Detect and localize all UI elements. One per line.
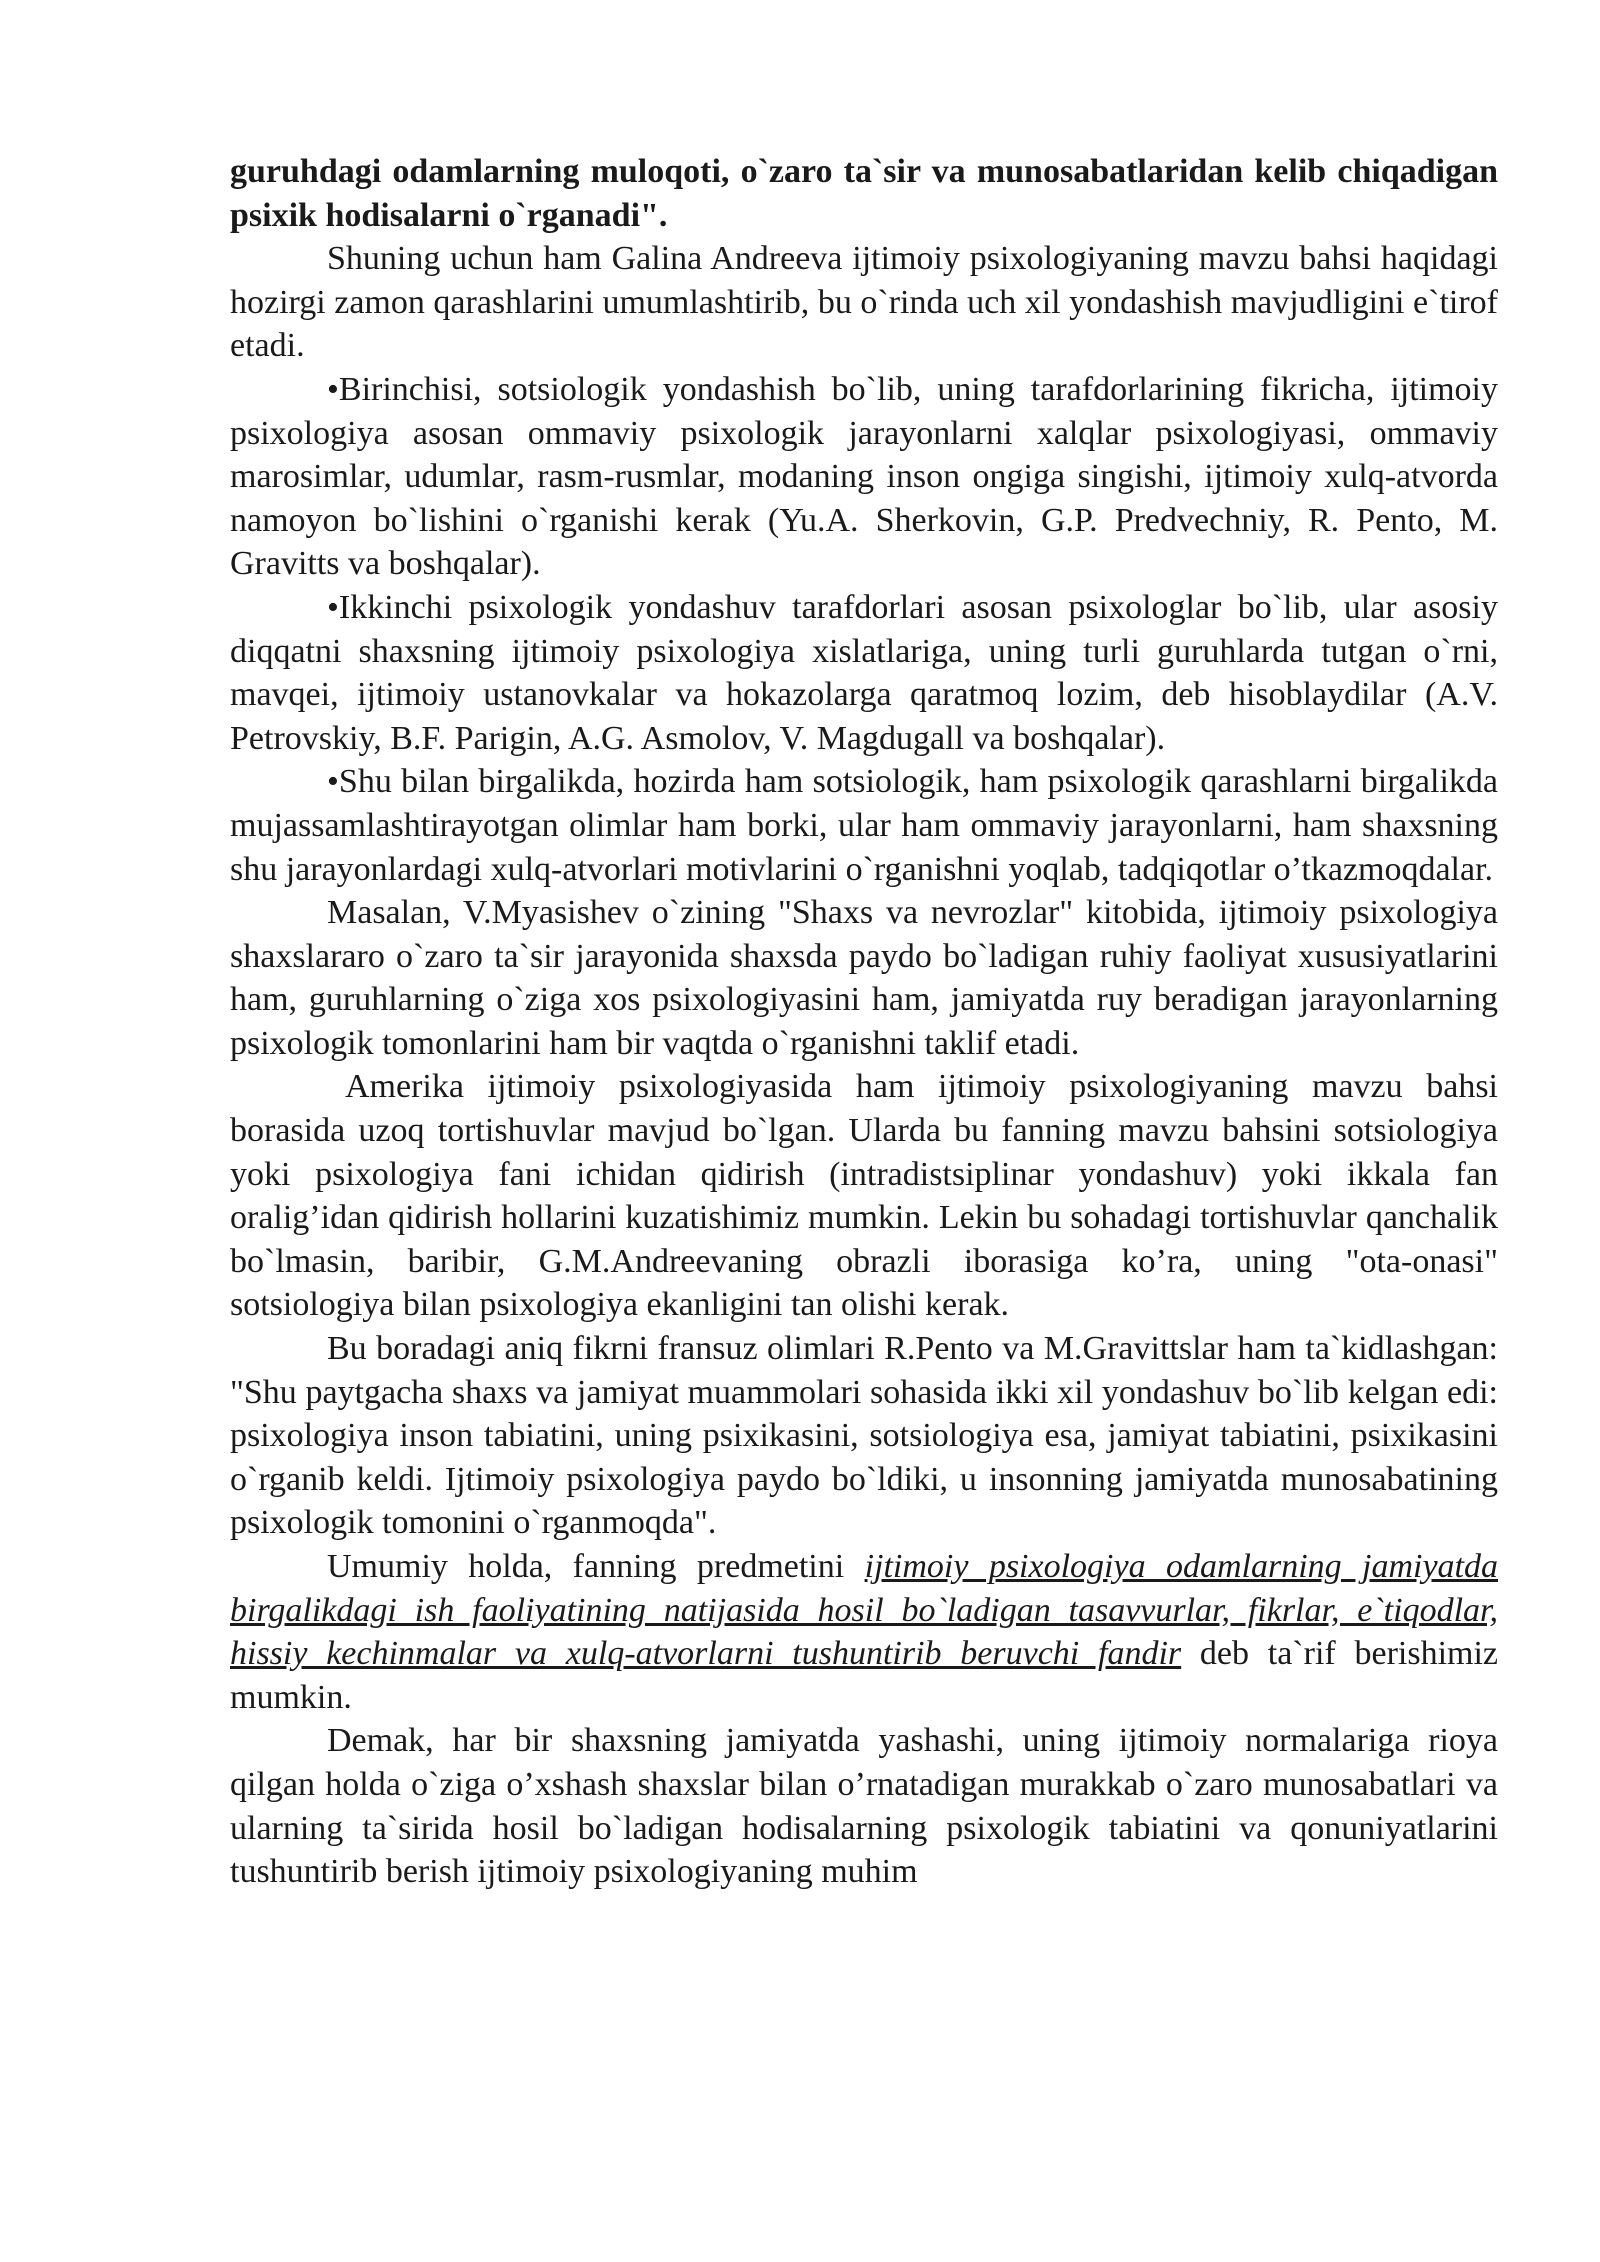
definition-intro: Umumiy holda, fanning predmetini [327,1548,865,1585]
bullet-combined-approach: •Shu bilan birgalikda, hozirda ham sotsiologik, ham psixologik qarashlarni birgalikda mujassamlashtirayotgan olimlar ham borki, ular ham ommaviy jarayonlarni, ham shaxsning shu jarayonlardagi xulq-atvorlari motivlarini o`rganishni yoqlab, tadqiqotlar o’tkazmoqdalar. [230,763,1498,888]
paragraph-andreeva: Shuning uchun ham Galina Andreeva ijtimoiy psixologiyaning mavzu bahsi haqidagi hozirgi zamon qarashlarini umumlashtirib, bu o`rinda uch xil yondashish mavjudligini e`tirof etadi. [230,240,1498,365]
paragraph-continuation: guruhdagi odamlarning muloqoti, o`zaro ta`sir va munosabatlaridan kelib chiqadigan psixik hodisalarni o`rganadi". [230,153,1498,234]
paragraph-definition [230,1545,1498,1719]
paragraph-myasishev: Masalan, V.Myasishev o`zining "Shaxs va nevrozlar" kitobida, ijtimoiy psixologiya shaxslararo o`zaro ta`sir jarayonida shaxsda paydo bo`ladigan ruhiy faoliyat xususiyatlarini ham, guruhlarning o`ziga xos psixologiyasini ham, jamiyatda ruy beradigan jarayonlarning psixologik tomonlarini ham bir vaqtda o`rganishni taklif etadi. [230,894,1498,1062]
bullet-psychological-approach: •Ikkinchi psixologik yondashuv tarafdorlari asosan psixologlar bo`lib, ular asosiy diqqatni shaxsning ijtimoiy psixologiya xislatlariga, uning turli guruhlarda tutgan o`rni, mavqei, ijtimoiy ustanovkalar va hokazolarga qaratmoq lozim, deb hisoblaydilar (A.V. Petrovskiy, B.F. Parigin, A.G. Asmolov, V. Magdugall va boshqalar). [230,588,1498,757]
document-page [230,150,1498,1894]
paragraph-french-scholars: Bu boradagi aniq fikrni fransuz olimlari R.Pento va M.Gravittslar ham ta`kidlashgan: "Shu paytgacha shaxs va jamiyat muammolari sohasida ikki xil yondashuv bo`lib kelgan edi: psixologiya inson tabiatini, uning psixikasini, sotsiologiya esa, jamiyat tabiatini, psixikasini o`rganib keldi. Ijtimoiy psixologiya paydo bo`ldiki, u insonning jamiyatda munosabatining psixologik tomonini o`rganmoqda". [230,1330,1498,1542]
paragraph-american: Amerika ijtimoiy psixologiyasida ham ijtimoiy psixologiyaning mavzu bahsi borasida uzoq tortishuvlar mavjud bo`lgan. Ularda bu fanning mavzu bahsini sotsiologiya yoki psixologiya fani ichidan qidirish (intradistsiplinar yondashuv) yoki ikkala fan oralig’idan qidirish hollarini kuzatishimiz mumkin. Lekin bu sohadagi tortishuvlar qanchalik bo`lmasin, baribir, G.M.Andreevaning obrazli iborasiga ko’ra, uning "ota-onasi" sotsiologiya bilan psixologiya ekanligini tan olishi kerak. [230,1068,1498,1324]
definition-outro: deb ta`rif berishimiz mumkin. [230,1635,1499,1716]
definition-underlined: ijtimoiy psixologiya odamlarning jamiyatda birgalikdagi ish faoliyatining natijasida hosil bo`ladigan tasavvurlar, fikrlar, e`tiqodlar, hissiy kechinmalar va xulq-atvorlarni tushuntirib beruvchi fandir [230,1548,1498,1673]
bullet-sociological-approach: •Birinchisi, sotsiologik yondashish bo`lib, uning tarafdorlarining fikricha, ijtimoiy psixologiya asosan ommaviy psixologik jarayonlarni xalqlar psixologiyasi, ommaviy marosimlar, udumlar, rasm-rusmlar, modaning inson ongiga singishi, ijtimoiy xulq-atvorda namoyon bo`lishini o`rganishi kerak (Yu.A. Sherkovin, G.P. Predvechniy, R. Pento, M. Gravitts va boshqalar). [230,370,1498,583]
paragraph-conclusion: Demak, har bir shaxsning jamiyatda yashashi, uning ijtimoiy normalariga rioya qilgan holda o`ziga o’xshash shaxslar bilan o’rnatadigan murakkab o`zaro munosabatlari va ularning ta`sirida hosil bo`ladigan hodisalarning psixologik tabiatini va qonuniyatlarini tushuntirib berish ijtimoiy psixologiyaning muhim [230,1722,1498,1891]
